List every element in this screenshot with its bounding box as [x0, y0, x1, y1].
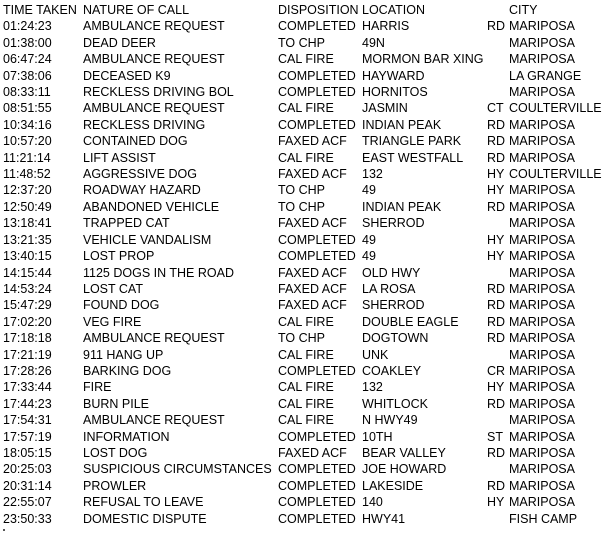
cell-suffix	[487, 461, 509, 477]
cell-location: WHITLOCK	[362, 396, 428, 411]
cell-suffix: RD	[487, 134, 506, 149]
cell-suffix	[487, 511, 509, 527]
cell-suffix	[487, 35, 509, 51]
cell-suffix: RD	[487, 150, 506, 165]
cell-nature: AMBULANCE REQUEST	[83, 101, 225, 116]
cell-suffix: RD	[487, 478, 506, 493]
cell-disposition: TO CHP	[278, 199, 325, 214]
cell-time: 20:25:03	[3, 462, 52, 477]
cell-city: FISH CAMP	[509, 511, 578, 526]
cell-nature: AMBULANCE REQUEST	[83, 19, 225, 34]
cell-city: MARIPOSA	[509, 495, 575, 510]
cell-nature: FIRE	[83, 380, 112, 395]
cell-nature: RECKLESS DRIVING	[83, 117, 206, 132]
cell-nature: ABANDONED VEHICLE	[83, 199, 220, 214]
table-row	[3, 461, 609, 477]
cell-time: 01:24:23	[3, 19, 52, 34]
table-row	[3, 51, 609, 67]
cell-city: MARIPOSA	[509, 35, 575, 50]
cell-disposition: COMPLETED	[278, 511, 356, 526]
cell-nature: AMBULANCE REQUEST	[83, 413, 225, 428]
table-row	[3, 347, 609, 363]
cell-location: OLD HWY	[362, 265, 421, 280]
cell-location: JOE HOWARD	[362, 462, 447, 477]
cell-city: MARIPOSA	[509, 363, 575, 378]
cell-location: 132	[362, 167, 383, 182]
cell-nature: DOMESTIC DISPUTE	[83, 511, 207, 526]
cell-suffix: HY	[487, 232, 505, 247]
cell-location: INDIAN PEAK	[362, 199, 442, 214]
cell-location: 140	[362, 495, 383, 510]
table-row	[3, 68, 609, 84]
cell-city: MARIPOSA	[509, 19, 575, 34]
cell-location: COAKLEY	[362, 363, 422, 378]
cell-suffix: CT	[487, 101, 504, 116]
cell-location: UNK	[362, 347, 389, 362]
table-row	[3, 150, 609, 166]
table-row	[3, 412, 609, 428]
cell-nature: DECEASED K9	[83, 68, 171, 83]
cell-nature: AMBULANCE REQUEST	[83, 331, 225, 346]
cell-nature: TRAPPED CAT	[83, 216, 170, 231]
call-log-table	[3, 2, 609, 527]
cell-city: MARIPOSA	[509, 249, 575, 264]
cell-suffix: RD	[487, 281, 506, 296]
cell-nature: LOST CAT	[83, 281, 143, 296]
cell-nature: INFORMATION	[83, 429, 170, 444]
cell-time: 12:37:20	[3, 183, 52, 198]
cell-disposition: COMPLETED	[278, 117, 356, 132]
cell-suffix: HY	[487, 380, 505, 395]
table-row	[3, 215, 609, 231]
table-row	[3, 396, 609, 412]
cell-time: 17:21:19	[3, 347, 52, 362]
cell-time: 08:33:11	[3, 85, 51, 100]
cell-suffix: HY	[487, 495, 505, 510]
cell-disposition: COMPLETED	[278, 462, 356, 477]
cell-suffix: HY	[487, 167, 505, 182]
table-row	[3, 35, 609, 51]
cell-location: 10TH	[362, 429, 393, 444]
cell-nature: 911 HANG UP	[83, 347, 164, 362]
cell-disposition: COMPLETED	[278, 429, 356, 444]
table-row	[3, 330, 609, 346]
table-row	[3, 100, 609, 116]
cell-suffix: RD	[487, 445, 506, 460]
cell-city: MARIPOSA	[509, 134, 575, 149]
header-row	[3, 2, 609, 18]
cell-time: 18:05:15	[3, 445, 52, 460]
cell-nature: RECKLESS DRIVING BOL	[83, 85, 234, 100]
table-row	[3, 314, 609, 330]
cell-nature: ROADWAY HAZARD	[83, 183, 201, 198]
cell-disposition: FAXED ACF	[278, 134, 347, 149]
cell-disposition: TO CHP	[278, 183, 325, 198]
header-city: CITY	[509, 3, 538, 17]
cell-nature: SUSPICIOUS CIRCUMSTANCES	[83, 462, 272, 477]
table-row	[3, 232, 609, 248]
cell-time: 11:48:52	[3, 167, 51, 182]
cell-city: MARIPOSA	[509, 150, 575, 165]
cell-disposition: FAXED ACF	[278, 167, 347, 182]
cell-city: MARIPOSA	[509, 281, 575, 296]
cell-location: MORMON BAR XING	[362, 52, 484, 67]
cell-city: MARIPOSA	[509, 396, 575, 411]
cell-location: HWY41	[362, 511, 406, 526]
cell-city: MARIPOSA	[509, 413, 575, 428]
cell-nature: VEG FIRE	[83, 314, 142, 329]
cell-location: LA ROSA	[362, 281, 416, 296]
table-row	[3, 494, 609, 510]
cell-time: 10:57:20	[3, 134, 52, 149]
cell-nature: PROWLER	[83, 478, 147, 493]
cell-nature: AGGRESSIVE DOG	[83, 167, 197, 182]
table-row	[3, 18, 609, 34]
cell-nature: BARKING DOG	[83, 363, 172, 378]
cell-time: 23:50:33	[3, 511, 52, 526]
cell-nature: VEHICLE VANDALISM	[83, 232, 212, 247]
cell-disposition: CAL FIRE	[278, 101, 334, 116]
cell-time: 11:21:14	[3, 150, 51, 165]
cell-time: 17:18:18	[3, 331, 52, 346]
cell-suffix	[487, 51, 509, 67]
cell-time: 17:33:44	[3, 380, 52, 395]
cell-nature: REFUSAL TO LEAVE	[83, 495, 204, 510]
cell-suffix: ST	[487, 429, 503, 444]
cell-time: 07:38:06	[3, 68, 52, 83]
table-row	[3, 379, 609, 395]
cell-disposition: COMPLETED	[278, 249, 356, 264]
cell-disposition: COMPLETED	[278, 363, 356, 378]
cell-suffix: RD	[487, 314, 506, 329]
cell-nature: DEAD DEER	[83, 35, 156, 50]
table-row	[3, 265, 609, 281]
table-row	[3, 445, 609, 461]
table-row	[3, 133, 609, 149]
cell-suffix: HY	[487, 183, 505, 198]
cell-nature: AMBULANCE REQUEST	[83, 52, 225, 67]
cell-city: MARIPOSA	[509, 232, 575, 247]
cell-suffix	[487, 84, 509, 100]
cell-location: N HWY49	[362, 413, 418, 428]
cell-time: 17:44:23	[3, 396, 52, 411]
cell-nature: LOST PROP	[83, 249, 155, 264]
table-row	[3, 182, 609, 198]
table-row	[3, 297, 609, 313]
cell-time: 22:55:07	[3, 495, 52, 510]
cell-location: SHERROD	[362, 298, 425, 313]
cell-suffix: RD	[487, 117, 506, 132]
cell-city: MARIPOSA	[509, 85, 575, 100]
table-row	[3, 117, 609, 133]
cell-location: SHERROD	[362, 216, 425, 231]
cell-time: 13:21:35	[3, 232, 52, 247]
cell-time: 17:02:20	[3, 314, 52, 329]
cell-disposition: CAL FIRE	[278, 314, 334, 329]
cell-location: 49	[362, 232, 376, 247]
cell-suffix	[487, 265, 509, 281]
cell-city: MARIPOSA	[509, 265, 575, 280]
cell-city: MARIPOSA	[509, 117, 575, 132]
cell-disposition: COMPLETED	[278, 19, 356, 34]
cell-suffix	[487, 68, 509, 84]
cell-time: 15:47:29	[3, 298, 52, 313]
cell-nature: BURN PILE	[83, 396, 149, 411]
cell-city: MARIPOSA	[509, 445, 575, 460]
cell-time: 01:38:00	[3, 35, 52, 50]
cell-city: MARIPOSA	[509, 199, 575, 214]
cell-suffix	[487, 412, 509, 428]
cell-disposition: CAL FIRE	[278, 347, 334, 362]
cell-disposition: FAXED ACF	[278, 216, 347, 231]
cell-city: MARIPOSA	[509, 331, 575, 346]
cell-nature: CONTAINED DOG	[83, 134, 188, 149]
cell-location: 132	[362, 380, 383, 395]
cell-disposition: COMPLETED	[278, 68, 356, 83]
cell-time: 14:53:24	[3, 281, 52, 296]
table-row	[3, 199, 609, 215]
cell-nature: FOUND DOG	[83, 298, 160, 313]
cell-city: MARIPOSA	[509, 52, 575, 67]
cell-disposition: FAXED ACF	[278, 298, 347, 313]
cell-location: EAST WESTFALL	[362, 150, 464, 165]
cell-disposition: FAXED ACF	[278, 445, 347, 460]
cell-disposition: COMPLETED	[278, 232, 356, 247]
scan-mark	[3, 529, 5, 531]
cell-time: 13:40:15	[3, 249, 52, 264]
table-row	[3, 84, 609, 100]
cell-time: 08:51:55	[3, 101, 52, 116]
cell-location: 49	[362, 249, 376, 264]
cell-location: INDIAN PEAK	[362, 117, 442, 132]
header-nature: NATURE OF CALL	[83, 3, 190, 17]
cell-location: DOUBLE EAGLE	[362, 314, 459, 329]
cell-location: HORNITOS	[362, 85, 428, 100]
cell-city: MARIPOSA	[509, 347, 575, 362]
cell-city: MARIPOSA	[509, 314, 575, 329]
cell-nature: 1125 DOGS IN THE ROAD	[83, 265, 234, 280]
header-location: LOCATION	[362, 3, 425, 17]
cell-suffix: RD	[487, 199, 506, 214]
cell-suffix: CR	[487, 363, 506, 378]
table-row	[3, 511, 609, 527]
cell-nature: LOST DOG	[83, 445, 148, 460]
cell-time: 13:18:41	[3, 216, 52, 231]
cell-location: JASMIN	[362, 101, 408, 116]
cell-suffix: RD	[487, 298, 506, 313]
cell-location: TRIANGLE PARK	[362, 134, 462, 149]
cell-disposition: CAL FIRE	[278, 52, 334, 67]
cell-suffix: RD	[487, 396, 506, 411]
cell-time: 17:28:26	[3, 363, 52, 378]
cell-location: LAKESIDE	[362, 478, 424, 493]
cell-disposition: COMPLETED	[278, 85, 356, 100]
cell-time: 10:34:16	[3, 117, 52, 132]
cell-city: MARIPOSA	[509, 478, 575, 493]
header-suffix	[487, 2, 509, 18]
cell-disposition: TO CHP	[278, 331, 325, 346]
table-row	[3, 281, 609, 297]
table-row	[3, 248, 609, 264]
cell-suffix: RD	[487, 331, 506, 346]
cell-city: MARIPOSA	[509, 462, 575, 477]
cell-location: BEAR VALLEY	[362, 445, 446, 460]
table-row	[3, 363, 609, 379]
cell-disposition: COMPLETED	[278, 495, 356, 510]
cell-city: MARIPOSA	[509, 298, 575, 313]
cell-disposition: CAL FIRE	[278, 380, 334, 395]
table-row	[3, 166, 609, 182]
cell-city: MARIPOSA	[509, 183, 575, 198]
cell-time: 14:15:44	[3, 265, 52, 280]
cell-city: MARIPOSA	[509, 429, 575, 444]
call-log-body	[3, 18, 609, 527]
cell-suffix	[487, 215, 509, 231]
cell-time: 06:47:24	[3, 52, 52, 67]
cell-suffix: HY	[487, 249, 505, 264]
cell-city: LA GRANGE	[509, 68, 582, 83]
cell-location: 49	[362, 183, 376, 198]
cell-disposition: CAL FIRE	[278, 413, 334, 428]
table-row	[3, 478, 609, 494]
cell-time: 20:31:14	[3, 478, 52, 493]
cell-time: 17:57:19	[3, 429, 52, 444]
cell-disposition: CAL FIRE	[278, 150, 334, 165]
cell-city: COULTERVILLE	[509, 101, 602, 116]
header-time: TIME TAKEN	[3, 3, 77, 17]
table-row	[3, 429, 609, 445]
cell-disposition: FAXED ACF	[278, 281, 347, 296]
cell-disposition: FAXED ACF	[278, 265, 347, 280]
cell-location: HARRIS	[362, 19, 410, 34]
cell-nature: LIFT ASSIST	[83, 150, 156, 165]
cell-location: 49N	[362, 35, 385, 50]
cell-city: MARIPOSA	[509, 216, 575, 231]
cell-time: 12:50:49	[3, 199, 52, 214]
cell-city: MARIPOSA	[509, 380, 575, 395]
cell-time: 17:54:31	[3, 413, 52, 428]
cell-location: HAYWARD	[362, 68, 425, 83]
header-disposition: DISPOSITION	[278, 3, 359, 17]
cell-location: DOGTOWN	[362, 331, 429, 346]
cell-suffix	[487, 347, 509, 363]
cell-disposition: TO CHP	[278, 35, 325, 50]
cell-city: COULTERVILLE	[509, 167, 602, 182]
cell-disposition: CAL FIRE	[278, 396, 334, 411]
cell-disposition: COMPLETED	[278, 478, 356, 493]
cell-suffix: RD	[487, 19, 506, 34]
